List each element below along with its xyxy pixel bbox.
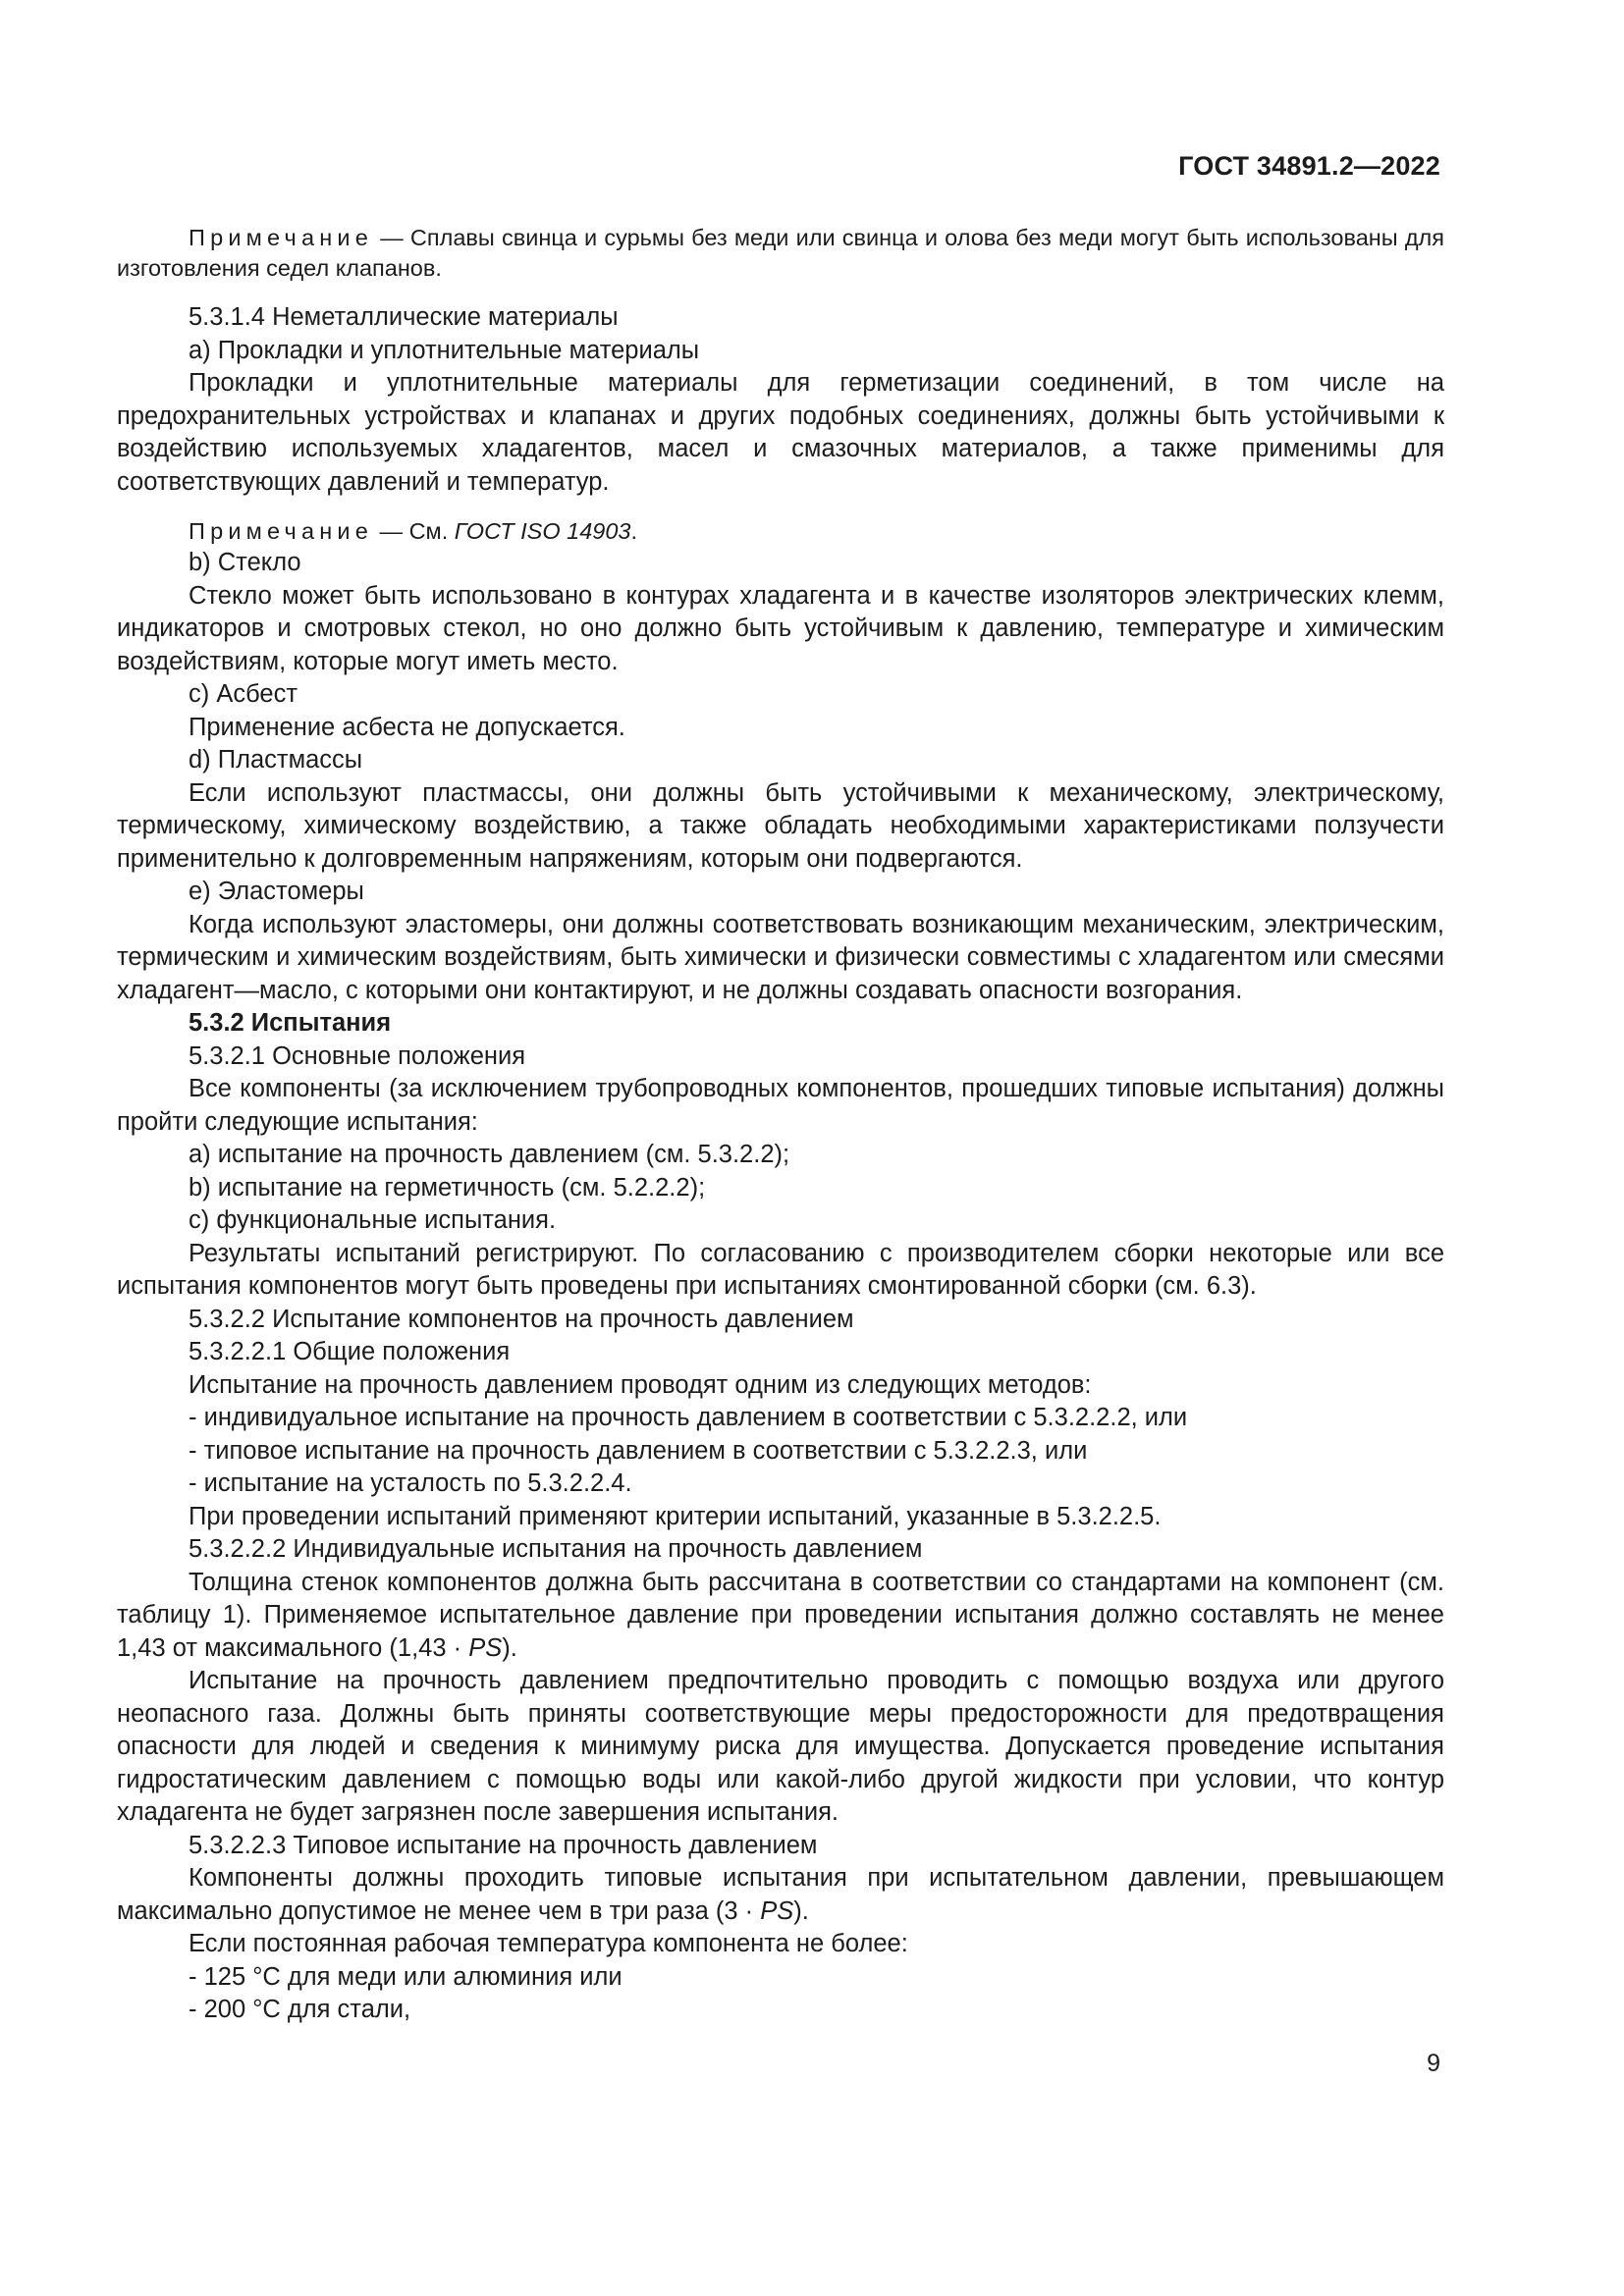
paragraph-plastics: Если используют пластмассы, они должны быть устойчивыми к механическому, электрическому, термическому, химическому воздействию, а также обладать необходимыми характеристиками ползучести применительно к долговременным напряжениям, которым они подвергаются. xyxy=(117,778,1444,873)
section-heading-5-3-1-4: 5.3.1.4 Неметаллические материалы xyxy=(189,303,619,331)
paragraph-test-medium: Испытание на прочность давлением предпочтительно проводить с помощью воздуха или другого неопасного газа. Должны быть приняты соответствующие меры предосторожности для предотвращения опасности для людей и сведения к минимуму риска для имущества. Допускается проведение испытания гидростатическим давлением с помощью воды или какой-либо другой жидкости при условии, что контур хладагента не будет загрязнен после завершения испытания. xyxy=(117,1667,1444,1826)
text-run: ). xyxy=(793,1896,809,1925)
text-run: Толщина стенок компонентов должна быть рассчитана в соответствии со стандартами на компонент (см. таблицу 1). Применяемое испытательное давление при проведении испытания должно составлять не менее 1,43 от максимального (1,43 · xyxy=(117,1568,1444,1662)
list-item: a) испытание на прочность давлением (см. 5.3.2.2); xyxy=(189,1141,790,1168)
section-heading-5-3-2-2: 5.3.2.2 Испытание компонентов на прочность давлением xyxy=(189,1305,854,1333)
list-item: - испытание на усталость по 5.3.2.2.4. xyxy=(189,1469,632,1497)
document-code-header: ГОСТ 34891.2—2022 xyxy=(1178,151,1440,181)
paragraph-glass: Стекло может быть использовано в контурах хладагента и в качестве изоляторов электрических клемм, индикаторов и смотровых стекол, но оно должно быть устойчивым к давлению, температуре и химическим воздействиям, которые могут иметь место. xyxy=(117,581,1444,675)
note-paragraph xyxy=(117,223,1444,284)
section-heading-5-3-2-1: 5.3.2.1 Основные положения xyxy=(189,1041,526,1070)
item-heading-e: e) Эластомеры xyxy=(189,878,364,905)
list-item: c) функциональные испытания. xyxy=(189,1206,557,1234)
section-heading-5-3-2-2-3: 5.3.2.2.3 Типовое испытание на прочность давлением xyxy=(189,1831,818,1859)
text-run: Компоненты должны проходить типовые испытания при испытательном давлении, превышающем максимально допустимое не менее чем в три раза (3 · xyxy=(117,1864,1444,1925)
list-item: - индивидуальное испытание на прочность давлением в соответствии с 5.3.2.2.2, или xyxy=(189,1404,1188,1431)
section-heading-5-3-2-2-1: 5.3.2.2.1 Общие положения xyxy=(189,1338,511,1365)
paragraph-asbestos: Применение асбеста не допускается. xyxy=(189,713,625,741)
note-end: . xyxy=(630,518,638,544)
note-label: Примечание xyxy=(189,518,374,544)
item-heading-b: b) Стекло xyxy=(189,549,301,576)
item-heading-d: d) Пластмассы xyxy=(189,746,363,774)
paragraph-criteria: При проведении испытаний применяют критерии испытаний, указанные в 5.3.2.2.5. xyxy=(189,1502,1162,1530)
paragraph-tests-intro: Все компоненты (за исключением трубопроводных компонентов, прошедших типовые испытания) должны пройти следующие испытания: xyxy=(117,1075,1444,1136)
paragraph-type-test xyxy=(117,1862,1444,1928)
variable-ps: PS xyxy=(760,1896,794,1925)
note-text: — См. xyxy=(373,518,455,544)
variable-ps: PS xyxy=(468,1633,503,1662)
page-number: 9 xyxy=(1427,2050,1440,2077)
note-label: Примечание xyxy=(189,225,374,250)
list-item: b) испытание на герметичность (см. 5.2.2.2); xyxy=(189,1173,706,1201)
paragraph-elastomers: Когда используют эластомеры, они должны соответствовать возникающим механическим, электрическим, термическим и химическим воздействиям, быть химически и физически совместимы с хладагентом или смесями хладагент—масло, с которыми они контактируют, и не должны создавать опасности возгорания. xyxy=(117,910,1444,1004)
paragraph-temperature-intro: Если постоянная рабочая температура компонента не более: xyxy=(189,1930,908,1957)
note-text: — Сплавы свинца и сурьмы без меди или свинца и олова без меди могут быть использованы для изготовления седел клапанов. xyxy=(117,225,1444,281)
standard-reference: ГОСТ ISO 14903 xyxy=(454,518,631,544)
item-heading-c: c) Асбест xyxy=(189,680,298,708)
paragraph-gaskets: Прокладки и уплотнительные материалы для герметизации соединений, в том числе на предохранительных устройствах и клапанах и других подобных соединениях, должны быть устойчивыми к воздействию используемых хладагентов, масел и смазочных материалов, а также применимы для соответствующих давлений и температур. xyxy=(117,369,1444,496)
note-paragraph xyxy=(117,516,1444,547)
section-heading-5-3-2: 5.3.2 Испытания xyxy=(189,1009,392,1037)
list-item: - 200 °С для стали, xyxy=(189,1996,411,2023)
text-run: ). xyxy=(502,1633,517,1662)
list-item: - типовое испытание на прочность давлением в соответствии с 5.3.2.2.3, или xyxy=(189,1436,1088,1465)
list-item: - 125 °С для меди или алюминия или xyxy=(189,1962,623,1991)
paragraph-methods-intro: Испытание на прочность давлением проводят одним из следующих методов: xyxy=(189,1370,1092,1399)
page-body xyxy=(117,223,1444,2027)
item-heading-a: a) Прокладки и уплотнительные материалы xyxy=(189,336,700,364)
paragraph-test-results: Результаты испытаний регистрируют. По согласованию с производителем сборки некоторые или все испытания компонентов могут быть проведены при испытаниях смонтированной сборки (см. 6.3). xyxy=(117,1239,1444,1300)
section-heading-5-3-2-2-2: 5.3.2.2.2 Индивидуальные испытания на прочность давлением xyxy=(189,1535,923,1563)
paragraph-wall-thickness xyxy=(117,1567,1444,1666)
